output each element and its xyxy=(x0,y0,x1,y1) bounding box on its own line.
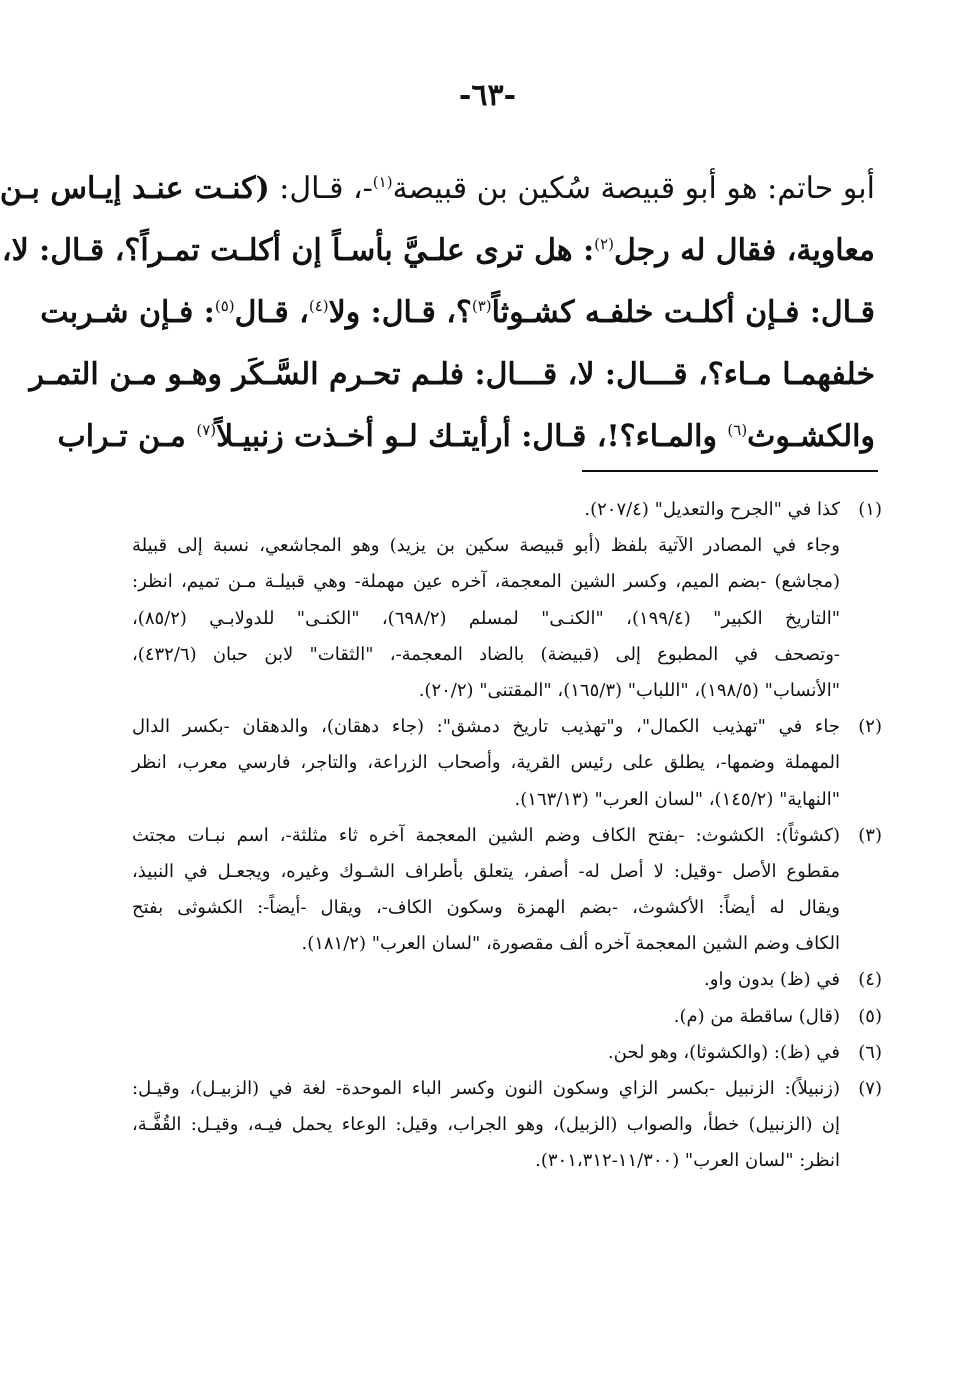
footnote-7 xyxy=(132,1071,882,1180)
footnote-line: (زنبيلاً): الزنبيل -بكسر الزاي وسكون النون وكسر الباء الموحدة- لغة في (الزبيـل)، وقيـل: xyxy=(132,1078,840,1099)
footnote-marker: (٥) xyxy=(214,297,235,315)
main-line xyxy=(57,406,875,468)
text-span: : فـإن شـربت xyxy=(40,295,215,330)
main-line xyxy=(0,158,875,220)
text-span: مـن تـراب xyxy=(57,419,197,454)
footnote-line: "النهاية" (١٤٥/٢)، "لسان العرب" (١٦٣/١٣). xyxy=(514,788,840,810)
footnote-line: مقطوع الأصل -وقيل: لا أصل له- أصفر، يتعلق بأطراف الشـوك وغيره، ويجعـل في النبيذ، xyxy=(132,860,840,882)
main-line xyxy=(1,220,875,282)
text-span: (كنـت عنـد إيـاس بـن xyxy=(0,171,270,206)
footnote-number: (٦) xyxy=(858,1041,882,1063)
footnote-line: انظر: "لسان العرب" (١١/٣٠٠-٣٠١،٣١٢). xyxy=(535,1150,840,1172)
text-span: ؟، قـال: ولا xyxy=(328,295,472,330)
footnote-marker: (٦) xyxy=(727,421,748,439)
text-span: : هل ترى علـيَّ بأسـاً إن أكلـت تمـراً؟، قـال: لا، xyxy=(1,233,595,268)
page-number: -٦٣- xyxy=(458,78,517,113)
footnote-marker: (٧) xyxy=(196,421,217,439)
footnote-line: وجاء في المصادر الآتية بلفظ (أبو قبيصة سكين بن يزيد) وهو المجاشعي، نسبة إلى قبيلة xyxy=(132,535,840,557)
footnote-line: إن (الزنبيل) خطأ، والصواب (الزبيل)، وهو الجراب، وقيل: الوعاء يحمل فيـه، وقيـل: القُفَّـة، xyxy=(132,1114,840,1136)
main-line xyxy=(29,344,875,406)
text-span: خلفهمـا مـاء؟، قـــال: لا، قـــال: فلـم تحـرم السَّـكَر وهـو مـن التمـر xyxy=(29,357,875,392)
footnote-line: (كشوثاً): الكشوث: -بفتح الكاف وضم الشين المعجمة آخره ثاء مثلثة-، اسم نبـات مجتث xyxy=(132,824,840,846)
footnote-number: (٧) xyxy=(858,1078,882,1099)
footnote-4 xyxy=(132,962,882,998)
footnotes xyxy=(132,492,882,1180)
footnote-3 xyxy=(132,818,882,963)
footnote-number: (٥) xyxy=(858,1005,882,1027)
footnote-line: الكاف وضم الشين المعجمة آخره ألف مقصورة، "لسان العرب" (١٨١/٢). xyxy=(301,933,840,955)
footnote-line: "التاريخ الكبير" (١٩٩/٤)، "الكنـى" لمسلم (٦٩٨/٢)، "الكنـى" للدولابـي (٨٥/٢)، xyxy=(132,607,840,629)
footnote-marker: (٤) xyxy=(308,297,329,315)
main-text xyxy=(0,158,875,468)
text-span: والمـاء؟!، قـال: أرأيتـك لـو أخـذت زنبيـلاً xyxy=(216,419,728,454)
footnote-divider xyxy=(582,470,878,472)
text-span: ، قـال xyxy=(234,295,309,330)
text-span: معاوية، فقال له رجل xyxy=(613,233,875,268)
text-span: أبو حاتم: هو أبو قبيصة سُكين بن قبيصة xyxy=(392,171,875,206)
footnote-line: كذا في "الجرح والتعديل" (٢٠٧/٤). xyxy=(584,499,840,520)
footnote-line: ويقال له أيضاً: الأكشوث، -بضم الهمزة وسكون الكاف-، ويقال -أيضاً-: الكشوثى بفتح xyxy=(132,897,840,919)
text-span: -، قـال: xyxy=(269,171,373,206)
footnote-line: المهملة وضمها-، يطلق على رئيس القرية، وأصحاب الزراعة، والتاجر، فارسي معرب، انظر xyxy=(132,752,840,774)
footnote-number: (٣) xyxy=(858,824,882,846)
footnote-line: -وتصحف في المطبوع إلى (قبيضة) بالضاد المعجمة-، "الثقات" لابن حبان (٤٣٢/٦)، xyxy=(132,643,840,665)
footnote-line: في (ظ) بدون واو. xyxy=(704,969,840,991)
text-span: قـال: فـإن أكلـت خلفـه كشـوثاً xyxy=(491,295,875,330)
footnote-number: (١) xyxy=(858,499,882,520)
footnote-6 xyxy=(132,1035,882,1071)
footnote-marker: (١) xyxy=(372,173,393,191)
footnote-line: (مجاشع) -بضم الميم، وكسر الشين المعجمة، آخره عين مهملة- وهي قبيلـة مـن تميم، انظر: xyxy=(132,571,840,593)
footnote-line: (قال) ساقطة من (م). xyxy=(673,1005,840,1027)
footnote-marker: (٢) xyxy=(594,235,614,253)
footnote-line: جاء في "تهذيب الكمال"، و"تهذيب تاريخ دمشق": (جاء دهقان)، والدهقان -بكسر الدال xyxy=(132,716,840,738)
main-line xyxy=(40,282,875,344)
footnote-2 xyxy=(132,709,882,818)
text-span: والكشـوث xyxy=(747,419,875,454)
footnote-5 xyxy=(132,999,882,1035)
footnote-number: (٢) xyxy=(858,716,882,738)
footnote-marker: (٣) xyxy=(471,297,492,315)
footnote-line: في (ظ): (والكشوثا)، وهو لحن. xyxy=(607,1041,840,1063)
footnote-line: "الأنساب" (١٩٨/٥)، "اللباب" (١٦٥/٣)، "المقتنى" (٢٠/٢). xyxy=(418,679,840,701)
footnote-1 xyxy=(132,492,882,709)
footnote-number: (٤) xyxy=(858,969,882,991)
